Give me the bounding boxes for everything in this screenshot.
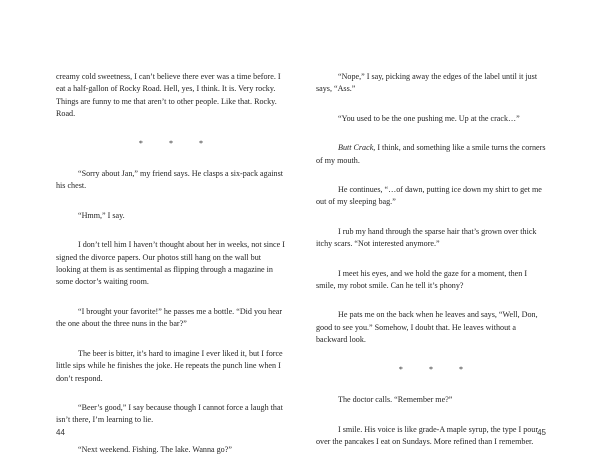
page-number-right: 45 xyxy=(537,428,546,437)
paragraph: “Hmm,” I say. xyxy=(78,210,125,220)
paragraph: creamy cold sweetness, I can’t believe there ever was a time before. I eat a half-gallon of Rocky Road. Hell, yes, I think. It is. Very rocky. Things are funny to me that aren’t to other people. Like that. Rocky. Road. xyxy=(56,72,281,119)
paragraph: “I brought your favorite!” he passes me a bottle. “Did you hear the one about the three nuns in the bar?” xyxy=(56,306,283,329)
paragraph: I meet his eyes, and we hold the gaze for a moment, then I smile, my robot smile. Can he tell it’s phony? xyxy=(316,268,528,291)
section-break: * * * xyxy=(138,138,204,148)
italic-phrase: Butt Crack xyxy=(338,143,374,153)
right-text-column xyxy=(316,71,546,465)
paragraph: The beer is bitter, it’s hard to imagine I ever liked it, but I force little sips while he finishes the joke. He repeats the punch line when I don’t respond. xyxy=(56,348,283,383)
paragraph: “Next weekend. Fishing. The lake. Wanna go?” xyxy=(78,444,232,454)
paragraph xyxy=(316,142,546,167)
paragraph: “Nope,” I say, picking away the edges of the label until it just says, “Ass.” xyxy=(316,72,538,94)
paragraph: I smile. His voice is like grade-A maple syrup, the type I pour over the pancakes I eat on Sundays. More refined than I remember. xyxy=(316,424,539,446)
paragraph: The doctor calls. “Remember me?” xyxy=(338,395,453,405)
left-page xyxy=(56,0,286,463)
paragraph: He pats me on the back when he leaves and says, “Well, Don, good to see you.” Somehow, I doubt that. He leaves without a backward look. xyxy=(316,310,538,345)
paragraph: He continues, “…of dawn, putting ice down my shirt to get me out of my sleeping bag.” xyxy=(316,185,542,207)
section-break: * * * xyxy=(398,364,464,374)
paragraph: “You used to be the one pushing me. Up at the crack…” xyxy=(338,113,520,123)
paragraph: “Beer’s good,” I say because though I cannot force a laugh that isn’t there, I’m learning to lie. xyxy=(56,402,283,425)
paragraph: I rub my hand through the sparse hair that’s grown over thick itchy scars. “Not interested anymore.” xyxy=(316,226,537,249)
right-page xyxy=(316,0,546,463)
page-number-left: 44 xyxy=(56,428,65,437)
paragraph: “Sorry about Jan,” my friend says. He clasps a six-pack against his chest. xyxy=(56,169,283,191)
paragraph: I don’t tell him I haven’t thought about her in weeks, not since I signed the divorce papers. Our photos still hang on the wall but looking at them is as sentimental as flipping through a magazine in some doctor’s waiting room. xyxy=(56,240,285,287)
left-text-column xyxy=(56,71,286,473)
paragraph-rest: , I think, and something like a smile turns the corners of my mouth. xyxy=(316,143,546,165)
